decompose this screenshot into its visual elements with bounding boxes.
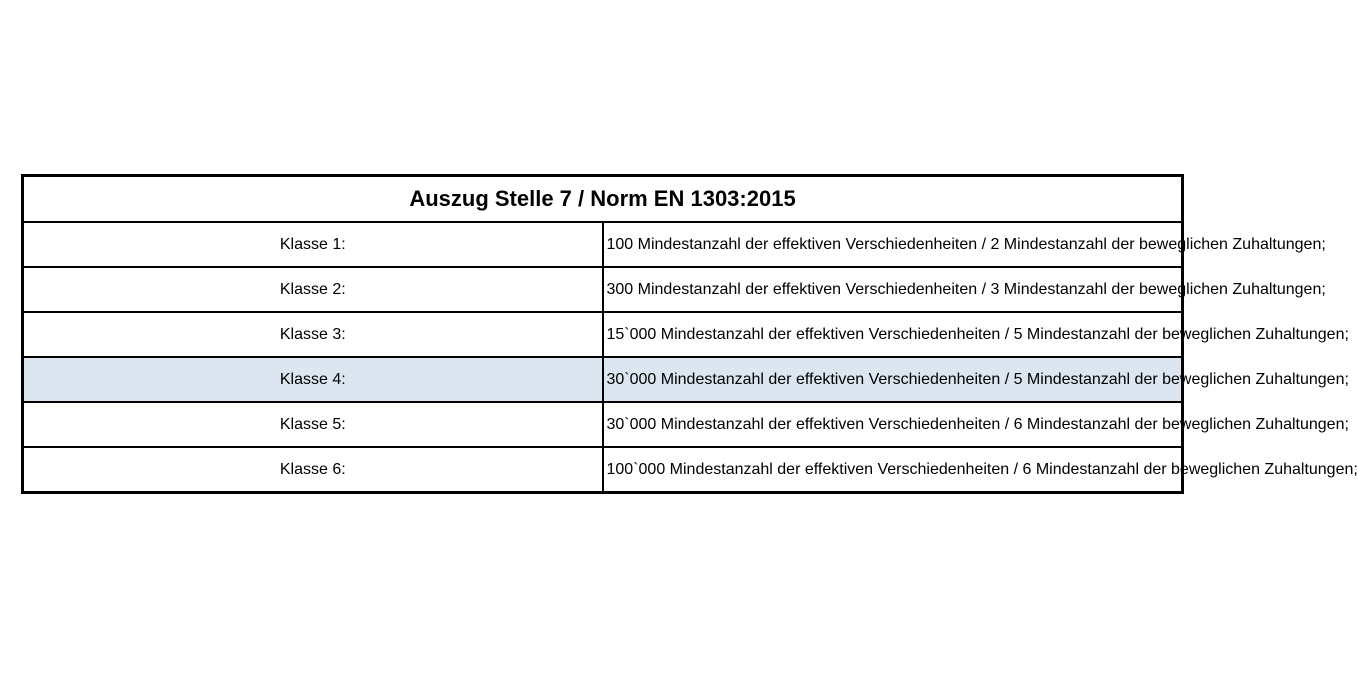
table-row [23, 447, 1183, 493]
class-label: Klasse 1: [23, 222, 603, 267]
class-description: 30`000 Mindestanzahl der effektiven Verschiedenheiten / 6 Mindestanzahl der beweglichen Zuhaltungen; [603, 402, 1183, 447]
table-title-row [23, 176, 1183, 223]
class-label: Klasse 4: [23, 357, 603, 402]
class-description: 15`000 Mindestanzahl der effektiven Verschiedenheiten / 5 Mindestanzahl der beweglichen Zuhaltungen; [603, 312, 1183, 357]
class-label: Klasse 6: [23, 447, 603, 493]
table-row [23, 312, 1183, 357]
class-label: Klasse 5: [23, 402, 603, 447]
norm-table [21, 174, 1358, 494]
class-description: 100`000 Mindestanzahl der effektiven Verschiedenheiten / 6 Mindestanzahl der beweglichen Zuhaltungen; [603, 447, 1183, 493]
class-description: 300 Mindestanzahl der effektiven Verschiedenheiten / 3 Mindestanzahl der beweglichen Zuhaltungen; [603, 267, 1183, 312]
table-row [23, 402, 1183, 447]
class-description: 100 Mindestanzahl der effektiven Verschiedenheiten / 2 Mindestanzahl der beweglichen Zuhaltungen; [603, 222, 1183, 267]
class-description: 30`000 Mindestanzahl der effektiven Verschiedenheiten / 5 Mindestanzahl der beweglichen Zuhaltungen; [603, 357, 1183, 402]
table-row-highlighted [23, 357, 1183, 402]
table-row [23, 267, 1183, 312]
class-label: Klasse 2: [23, 267, 603, 312]
table-title: Auszug Stelle 7 / Norm EN 1303:2015 [23, 176, 1183, 223]
class-label: Klasse 3: [23, 312, 603, 357]
table-row [23, 222, 1183, 267]
